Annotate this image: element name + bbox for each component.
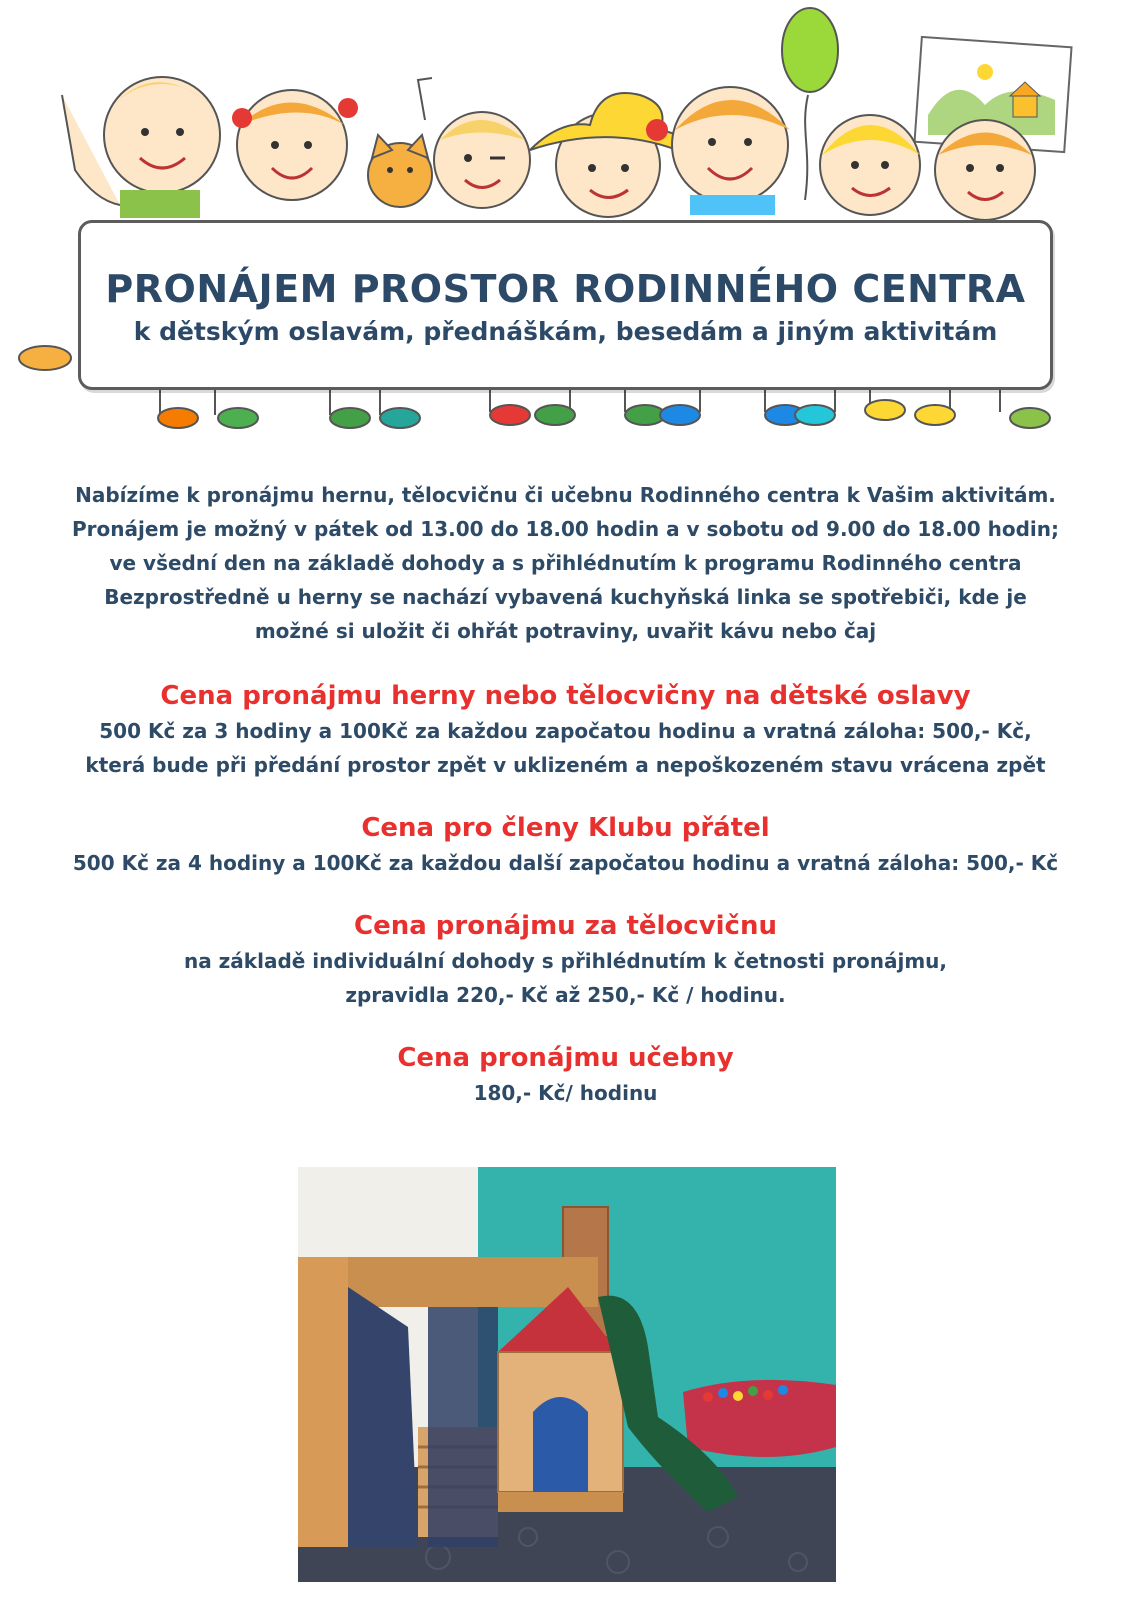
playroom-photo — [298, 1167, 836, 1582]
page-title: PRONÁJEM PROSTOR RODINNÉHO CENTRA — [105, 267, 1026, 311]
kid-2 — [232, 90, 358, 200]
section-line: zpravidla 220,- Kč až 250,- Kč / hodinu. — [345, 983, 786, 1007]
section-line: na základě individuální dohody s přihlédnutím k četnosti pronájmu, — [183, 949, 948, 973]
cat — [368, 135, 432, 207]
title-banner — [78, 220, 1053, 390]
price-section-gym — [20, 908, 1111, 1012]
section-heading: Cena pronájmu za tělocvičnu — [353, 911, 777, 941]
section-line: 180,- Kč/ hodinu — [473, 1081, 658, 1105]
intro-line: Pronájem je možný v pátek od 13.00 do 18.00 hodin a v sobotu od 9.00 do 18.00 hodin; — [72, 517, 1059, 541]
price-section-classroom — [20, 1040, 1111, 1110]
kid-7 — [935, 120, 1035, 220]
kid-1 — [62, 77, 220, 218]
intro-line: možné si uložit či ohřát potraviny, uvařit kávu nebo čaj — [254, 619, 877, 643]
intro-line: ve všední den na základě dohody a s přihlédnutím k programu Rodinného centra — [109, 551, 1022, 575]
section-heading: Cena pro členy Klubu přátel — [361, 813, 770, 843]
kid-5 — [672, 87, 790, 215]
intro-line: Nabízíme k pronájmu hernu, tělocvičnu či učebnu Rodinného centra k Vašim aktivitám. — [75, 483, 1056, 507]
intro-line: Bezprostředně u herny se nachází vybavená kuchyňská linka se spotřebiči, kde je — [104, 585, 1027, 609]
section-line: 500 Kč za 4 hodiny a 100Kč za každou další započatou hodinu a vratná záloha: 500,- Kč — [72, 851, 1059, 875]
kid-3 — [418, 78, 530, 208]
section-line: která bude při předání prostor zpět v uklizeném a nepoškozeném stavu vrácena zpět — [85, 753, 1046, 777]
page-subtitle: k dětským oslavám, přednáškám, besedám a jiným aktivitám — [133, 317, 998, 346]
price-section-members — [20, 810, 1111, 880]
section-line: 500 Kč za 3 hodiny a 100Kč za každou započatou hodinu a vratná záloha: 500,- Kč, — [99, 719, 1032, 743]
intro-text — [20, 478, 1111, 648]
kid-6 — [820, 115, 920, 215]
main-content — [20, 478, 1111, 1110]
section-heading: Cena pronájmu učebny — [397, 1043, 734, 1073]
section-heading: Cena pronájmu herny nebo tělocvičny na dětské oslavy — [160, 681, 971, 711]
price-section-party — [20, 678, 1111, 782]
